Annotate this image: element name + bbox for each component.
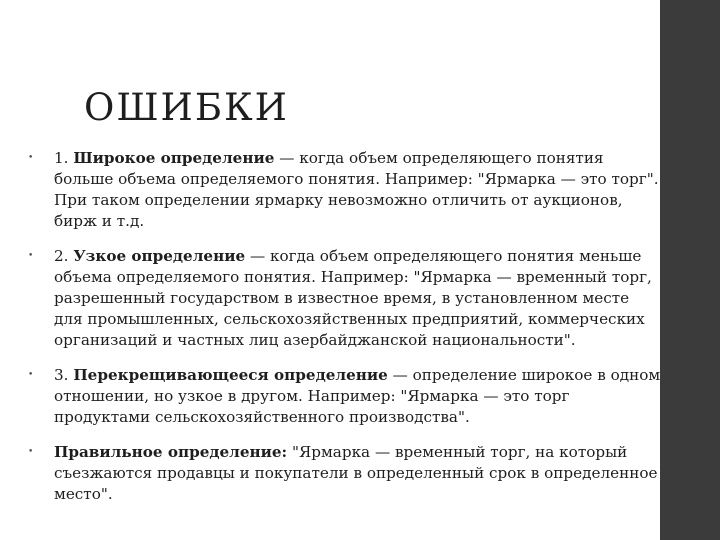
item-text: — когда объем определяющего понятия больше объема определяемого понятия. Например: "Ярмарка — это торг". При таком определении ярмарку невозможно отличить от аукционов, бирж и т.д. — [54, 149, 659, 230]
list-item — [28, 442, 662, 505]
item-term: Узкое определение — [73, 247, 246, 265]
item-term: Перекрещивающееся определение — [73, 366, 388, 384]
list-item — [28, 246, 662, 351]
item-term: Правильное определение: — [54, 443, 288, 461]
bullet-icon: • — [28, 447, 34, 457]
bullet-list — [28, 148, 662, 519]
bullet-icon: • — [28, 153, 34, 163]
item-term: Широкое определение — [73, 149, 275, 167]
list-item — [28, 148, 662, 232]
list-item — [28, 365, 662, 428]
item-number: 2. — [54, 247, 74, 265]
item-text: — когда объем определяющего понятия меньше объема определяемого понятия. Например: "Ярмарка — временный торг, разрешенный государством в известное время, в установленном месте для промышленных, сельскохозяйственных предприятий, коммерческих организаций и частных лиц азербайджанской национальности". — [54, 247, 652, 349]
item-text: — определение широкое в одном отношении, но узкое в другом. Например: "Ярмарка — это торг продуктами сельскохозяйственного производства". — [54, 366, 661, 426]
slide-title: ОШИБКИ — [84, 86, 289, 129]
item-number: 3. — [54, 366, 74, 384]
item-text: "Ярмарка — временный торг, на который съезжаются продавцы и покупатели в определенный срок в определенное место". — [54, 443, 658, 503]
bullet-icon: • — [28, 370, 34, 380]
right-side-bar — [660, 0, 720, 540]
bullet-icon: • — [28, 251, 34, 261]
item-number: 1. — [54, 149, 74, 167]
